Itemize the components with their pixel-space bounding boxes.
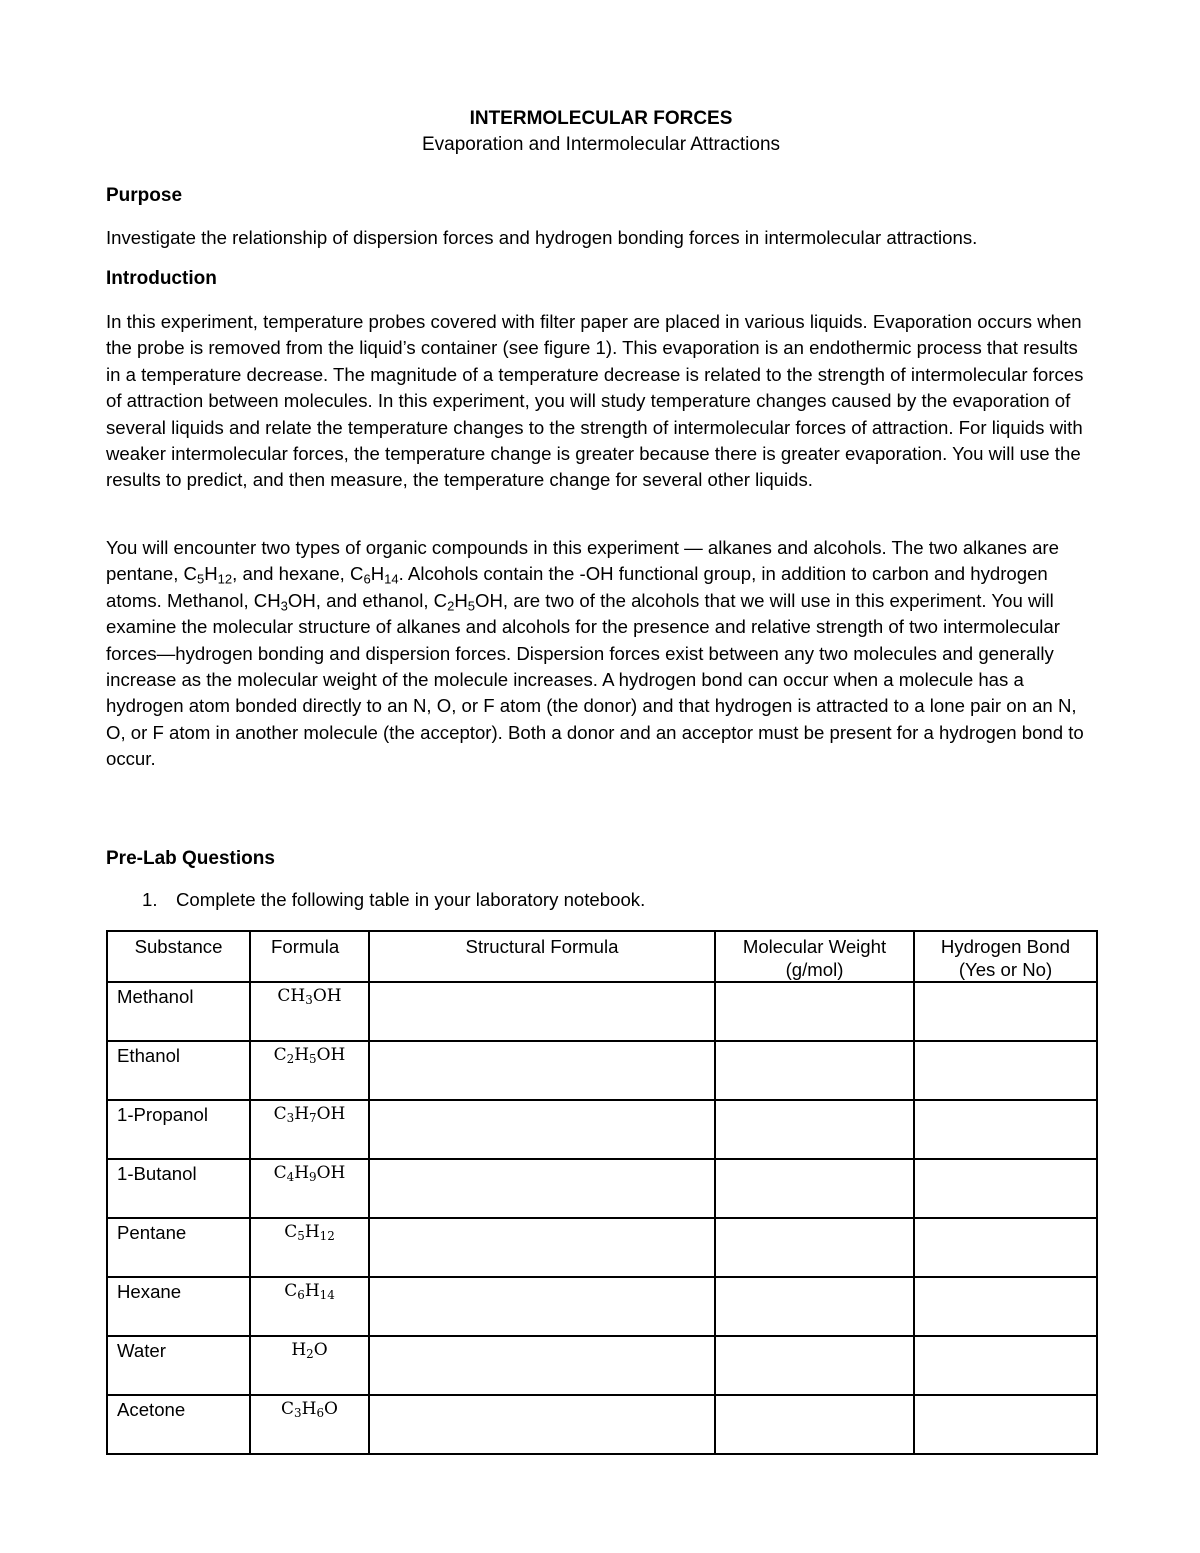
question-text: Complete the following table in your laboratory notebook. [176, 889, 646, 910]
cell-structural-formula[interactable] [369, 1218, 715, 1277]
purpose-heading: Purpose [106, 185, 183, 206]
cell-formula: $H_2O$ [250, 1336, 369, 1395]
cell-molecular-weight[interactable] [715, 1041, 914, 1100]
cell-molecular-weight[interactable] [715, 982, 914, 1041]
cell-hydrogen-bond[interactable] [914, 1159, 1097, 1218]
table-row [107, 1218, 1097, 1277]
cell-hydrogen-bond[interactable] [914, 1218, 1097, 1277]
cell-hydrogen-bond[interactable] [914, 1277, 1097, 1336]
cell-hydrogen-bond[interactable] [914, 982, 1097, 1041]
question-number: 1. [142, 889, 158, 910]
cell-hydrogen-bond[interactable] [914, 1041, 1097, 1100]
cell-formula: $C_5H_{12}$ [250, 1218, 369, 1277]
cell-substance: Methanol [107, 982, 250, 1041]
cell-substance: Hexane [107, 1277, 250, 1336]
purpose-text: Investigate the relationship of dispersion forces and hydrogen bonding forces in intermolecular attractions. [106, 227, 978, 248]
document-title: INTERMOLECULAR FORCES [469, 108, 733, 129]
cell-substance: Pentane [107, 1218, 250, 1277]
cell-molecular-weight[interactable] [715, 1159, 914, 1218]
prelab-heading: Pre-Lab Questions [106, 848, 275, 869]
table-row [107, 1336, 1097, 1395]
introduction-paragraph-1: In this experiment, temperature probes covered with filter paper are placed in various liquids. Evaporation occurs when the probe is removed from the liquid’s container (see figure 1). This evaporation is an endothermic process that results in a temperature decrease. The magnitude of a temperature decrease is related to the strength of intermolecular forces of attraction between molecules. In this experiment, you will study temperature changes caused by the evaporation of several liquids and relate the temperature changes to the strength of intermolecular forces of attraction. For liquids with weaker intermolecular forces, the temperature change is greater because there is greater evaporation. You will use the results to predict, and then measure, the temperature change for several other liquids. [106, 311, 1084, 491]
cell-formula: $C_3H_7OH$ [250, 1100, 369, 1159]
cell-structural-formula[interactable] [369, 1277, 715, 1336]
cell-formula: $CH_3OH$ [250, 982, 369, 1041]
cell-structural-formula[interactable] [369, 1159, 715, 1218]
cell-formula: $C_3H_6O$ [250, 1395, 369, 1454]
prelab-table [106, 930, 1098, 1455]
cell-formula: $C_6H_{14}$ [250, 1277, 369, 1336]
header-hydrogen-bond: Hydrogen Bond (Yes or No) [914, 931, 1097, 982]
cell-substance: Water [107, 1336, 250, 1395]
header-formula: Formula [250, 931, 369, 982]
table-row [107, 1277, 1097, 1336]
table-row [107, 1100, 1097, 1159]
introduction-paragraph-2: You will encounter two types of organic compounds in this experiment — alkanes and alcohols. The two alkanes are pentane, $C_5H_{12}$, and hexane, $C_6H_{14}$. Alcohols contain the -OH functional group, in addition to carbon and hydrogen atoms. Methanol, $CH_3OH$, and ethanol, $C_2H_5OH$, are two of the alcohols that we will use in this experiment. You will examine the molecular structure of alkanes and alcohols for the presence and relative strength of two intermolecular forces—hydrogen bonding and dispersion forces. Dispersion forces exist between any two molecules and generally increase as the molecular weight of the molecule increases. A hydrogen bond can occur when a molecule has a hydrogen atom bonded directly to an N, O, or F atom (the donor) and that hydrogen is attracted to a lone pair on an N, O, or F atom in another molecule (the acceptor). Both a donor and an acceptor must be present for a hydrogen bond to occur. [106, 537, 1084, 770]
header-structural-formula: Structural Formula [369, 931, 715, 982]
header-substance: Substance [107, 931, 250, 982]
cell-hydrogen-bond[interactable] [914, 1336, 1097, 1395]
cell-structural-formula[interactable] [369, 1336, 715, 1395]
table-row [107, 1159, 1097, 1218]
cell-molecular-weight[interactable] [715, 1336, 914, 1395]
cell-formula: $C_4H_9OH$ [250, 1159, 369, 1218]
cell-molecular-weight[interactable] [715, 1277, 914, 1336]
cell-substance: Ethanol [107, 1041, 250, 1100]
header-molecular-weight: Molecular Weight (g/mol) [715, 931, 914, 982]
cell-structural-formula[interactable] [369, 1041, 715, 1100]
cell-molecular-weight[interactable] [715, 1395, 914, 1454]
table-row [107, 1395, 1097, 1454]
cell-structural-formula[interactable] [369, 1395, 715, 1454]
cell-formula: $C_2H_5OH$ [250, 1041, 369, 1100]
document-subtitle: Evaporation and Intermolecular Attractions [421, 134, 781, 155]
cell-hydrogen-bond[interactable] [914, 1395, 1097, 1454]
cell-substance: 1-Propanol [107, 1100, 250, 1159]
cell-hydrogen-bond[interactable] [914, 1100, 1097, 1159]
table-row [107, 982, 1097, 1041]
introduction-heading: Introduction [106, 268, 217, 289]
cell-molecular-weight[interactable] [715, 1218, 914, 1277]
table-header-row [107, 931, 1097, 982]
cell-structural-formula[interactable] [369, 982, 715, 1041]
cell-substance: Acetone [107, 1395, 250, 1454]
prelab-question-1 [142, 889, 645, 911]
cell-molecular-weight[interactable] [715, 1100, 914, 1159]
table-row [107, 1041, 1097, 1100]
cell-substance: 1-Butanol [107, 1159, 250, 1218]
cell-structural-formula[interactable] [369, 1100, 715, 1159]
